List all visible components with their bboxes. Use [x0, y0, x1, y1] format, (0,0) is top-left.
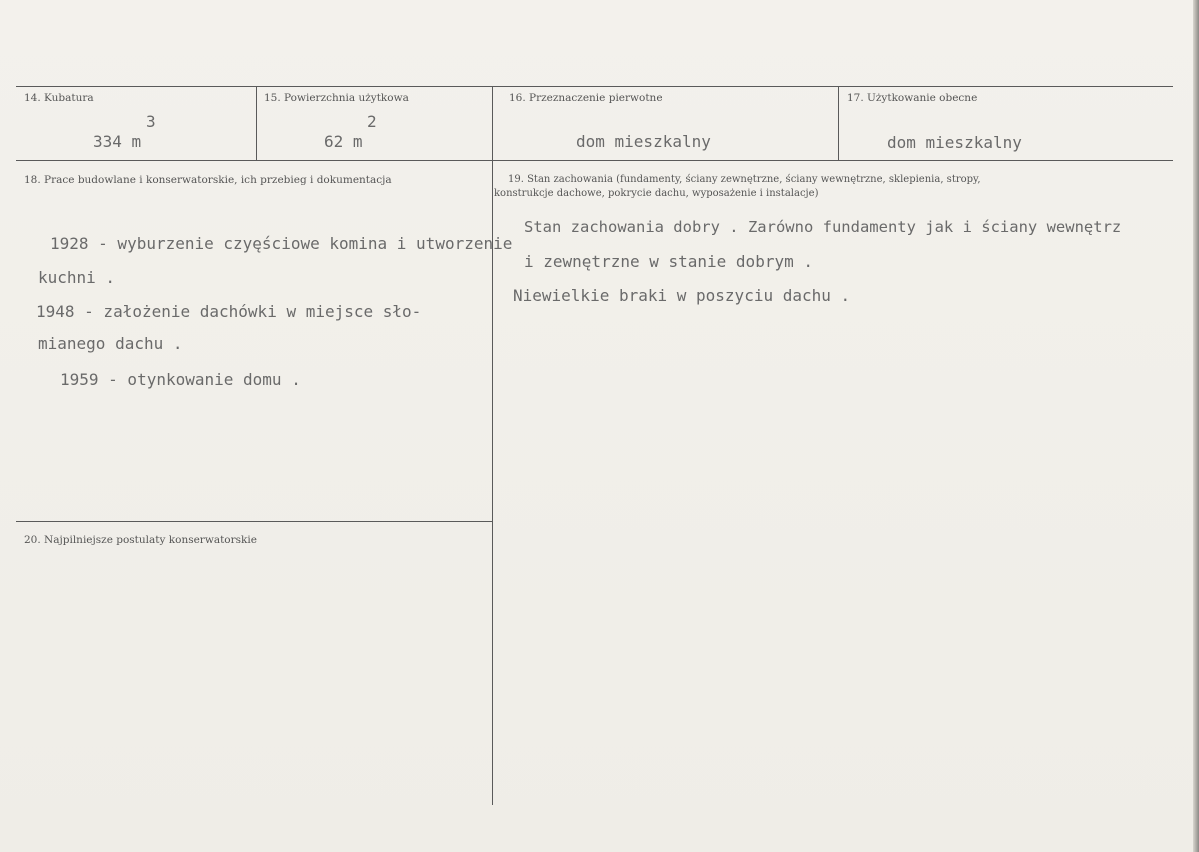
field-14-exponent: 3	[146, 112, 156, 131]
top-rule	[16, 86, 1173, 87]
field-14-value: 334 m	[93, 132, 142, 151]
field-17-value: dom mieszkalny	[887, 133, 1022, 152]
field-20-label: 20. Najpilniejsze postulaty konserwatorskie	[24, 534, 257, 546]
field-15-value: 62 m	[324, 132, 363, 151]
field-19-label-line-1: 19. Stan zachowania (fundamenty, ściany zewnętrzne, ściany wewnętrzne, sklepienia, stropy,	[508, 174, 981, 185]
field-18-label: 18. Prace budowlane i konserwatorskie, ich przebieg i dokumentacja	[24, 174, 392, 186]
field-15-label: 15. Powierzchnia użytkowa	[264, 92, 409, 104]
field-18-line-3: 1948 - założenie dachówki w miejsce sło-	[36, 302, 422, 321]
field-14-label: 14. Kubatura	[24, 92, 94, 104]
field-19-line-1: Stan zachowania dobry . Zarówno fundamenty jak i ściany wewnętrz	[524, 218, 1122, 236]
col-divider-16-17	[838, 86, 839, 160]
field-18-line-2: kuchni .	[38, 268, 116, 287]
field-19-line-2: i zewnętrzne w stanie dobrym .	[524, 252, 813, 271]
field-19-line-3: Niewielkie braki w poszyciu dachu .	[513, 286, 851, 305]
field-18-line-1: 1928 - wyburzenie czyęściowe komina i utworzenie	[50, 234, 513, 253]
paper-edge-shadow	[1193, 0, 1199, 852]
field-19-label-line-2: konstrukcje dachowe, pokrycie dachu, wyposażenie i instalacje)	[494, 188, 819, 199]
row-divider-2	[16, 521, 492, 522]
field-18-line-5: 1959 - otynkowanie domu .	[60, 370, 301, 389]
field-18-line-4: mianego dachu .	[38, 334, 183, 353]
field-16-value: dom mieszkalny	[576, 132, 711, 151]
field-15-exponent: 2	[367, 112, 377, 131]
col-divider-15-16	[492, 86, 493, 805]
field-17-label: 17. Użytkowanie obecne	[847, 92, 978, 104]
field-16-label: 16. Przeznaczenie pierwotne	[509, 92, 663, 104]
row-divider-1	[16, 160, 1173, 161]
col-divider-14-15	[256, 86, 257, 160]
